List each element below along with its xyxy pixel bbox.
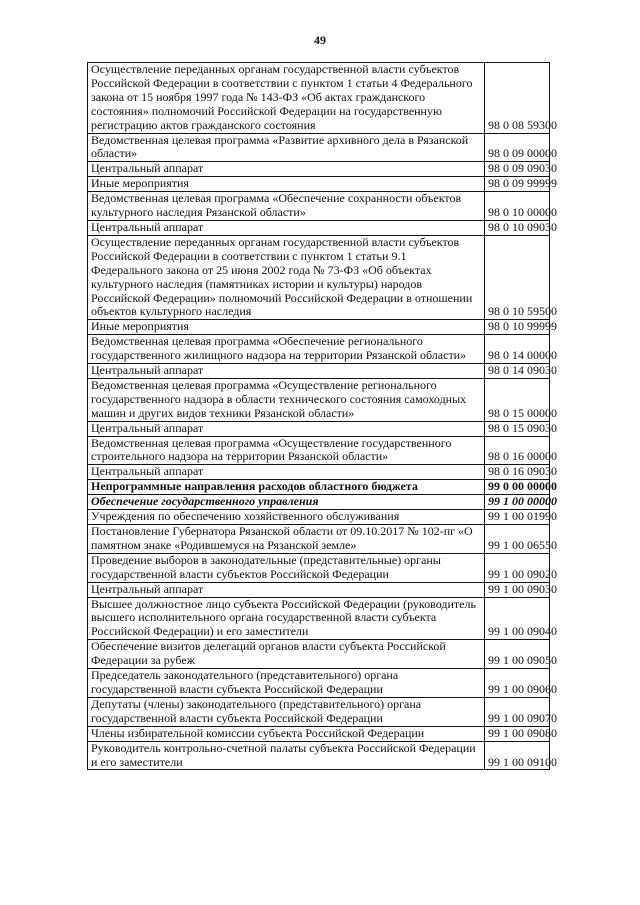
expense-name-cell: Центральный аппарат	[88, 465, 485, 480]
table-row	[88, 235, 550, 319]
budget-code-cell: 98 0 08 59300	[485, 63, 550, 134]
budget-code-cell: 99 1 00 09100	[485, 741, 550, 770]
budget-code-cell: 98 0 14 09030	[485, 364, 550, 379]
table-row	[88, 741, 550, 770]
expense-name-cell: Обеспечение государственного управления	[88, 495, 485, 510]
table-row	[88, 436, 550, 465]
table-row	[88, 480, 550, 495]
table-row	[88, 320, 550, 335]
budget-code-cell: 98 0 10 00000	[485, 192, 550, 221]
table-row	[88, 640, 550, 669]
expense-name-cell: Высшее должностное лицо субъекта Российской Федерации (руководитель высшего исполнительного органа государственной власти субъекта Российской Федерации) и его заместители	[88, 597, 485, 640]
expense-name-cell: Руководитель контрольно-счетной палаты субъекта Российской Федерации и его заместители	[88, 741, 485, 770]
budget-classification-table	[87, 62, 557, 770]
table-row	[88, 525, 550, 554]
budget-code-cell: 98 0 10 09030	[485, 220, 550, 235]
table-row	[88, 582, 550, 597]
table-row	[88, 597, 550, 640]
expense-name-cell: Центральный аппарат	[88, 162, 485, 177]
expense-name-cell: Обеспечение визитов делегаций органов власти субъекта Российской Федерации за рубеж	[88, 640, 485, 669]
table-row	[88, 378, 550, 421]
table-row	[88, 726, 550, 741]
expense-name-cell: Учреждения по обеспечению хозяйственного обслуживания	[88, 510, 485, 525]
expense-name-cell: Осуществление переданных органам государственной власти субъектов Российской Федерации в соответствии с пунктом 1 статьи 9.1 Федерального закона от 25 июня 2002 года № 73-ФЗ «Об объектах культурного наследия (памятниках истории и культуры) народов Российской Федерации» полномочий Российской Федерации в отношении объектов культурного наследия	[88, 235, 485, 319]
expense-name-cell: Непрограммные направления расходов областного бюджета	[88, 480, 485, 495]
budget-code-cell: 99 0 00 00000	[485, 480, 550, 495]
expense-name-cell: Центральный аппарат	[88, 421, 485, 436]
budget-code-cell: 98 0 14 00000	[485, 335, 550, 364]
budget-code-cell: 99 1 00 01990	[485, 510, 550, 525]
budget-code-cell: 98 0 09 99999	[485, 177, 550, 192]
budget-code-cell: 98 0 16 09030	[485, 465, 550, 480]
table-row	[88, 192, 550, 221]
table-row	[88, 510, 550, 525]
budget-code-cell: 98 0 15 00000	[485, 378, 550, 421]
budget-code-cell: 99 1 00 09030	[485, 582, 550, 597]
table-row	[88, 495, 550, 510]
expense-name-cell: Депутаты (члены) законодательного (представительного) органа государственной власти субъекта Российской Федерации	[88, 697, 485, 726]
budget-code-cell: 98 0 15 09030	[485, 421, 550, 436]
table-row	[88, 162, 550, 177]
expense-name-cell: Центральный аппарат	[88, 582, 485, 597]
expense-name-cell: Проведение выборов в законодательные (представительные) органы государственной власти субъектов Российской Федерации	[88, 553, 485, 582]
table-row	[88, 177, 550, 192]
expense-name-cell: Осуществление переданных органам государственной власти субъектов Российской Федерации в соответствии с пунктом 1 статьи 4 Федерального закона от 15 ноября 1997 года № 143-ФЗ «Об актах гражданского состояния» полномочий Российской Федерации на государственную регистрацию актов гражданского состояния	[88, 63, 485, 134]
budget-code-cell: 99 1 00 09040	[485, 597, 550, 640]
page-number: 49	[314, 33, 326, 47]
table-row	[88, 133, 550, 162]
expense-name-cell: Иные мероприятия	[88, 320, 485, 335]
expense-name-cell: Председатель законодательного (представительного) органа государственной власти субъекта Российской Федерации	[88, 669, 485, 698]
expense-name-cell: Ведомственная целевая программа «Развитие архивного дела в Рязанской области»	[88, 133, 485, 162]
budget-code-cell: 99 1 00 09060	[485, 669, 550, 698]
budget-code-cell: 99 1 00 06550	[485, 525, 550, 554]
expense-name-cell: Центральный аппарат	[88, 220, 485, 235]
expense-name-cell: Ведомственная целевая программа «Осуществление государственного строительного надзора на территории Рязанской области»	[88, 436, 485, 465]
expense-name-cell: Иные мероприятия	[88, 177, 485, 192]
budget-code-cell: 99 1 00 09080	[485, 726, 550, 741]
table-row	[88, 669, 550, 698]
expense-name-cell: Ведомственная целевая программа «Осуществление регионального государственного надзора в области технического состояния самоходных машин и других видов техники Рязанской области»	[88, 378, 485, 421]
table-body	[88, 62, 557, 770]
budget-code-cell: 98 0 09 09030	[485, 162, 550, 177]
table-row	[88, 553, 550, 582]
table-row	[88, 697, 550, 726]
budget-code-cell: 99 1 00 00000	[485, 495, 550, 510]
budget-code-cell: 99 1 00 09050	[485, 640, 550, 669]
budget-code-cell: 99 1 00 09020	[485, 553, 550, 582]
expense-name-cell: Ведомственная целевая программа «Обеспечение сохранности объектов культурного наследия Рязанской области»	[88, 192, 485, 221]
expense-name-cell: Центральный аппарат	[88, 364, 485, 379]
table-row	[88, 63, 550, 134]
budget-code-cell: 98 0 10 59500	[485, 235, 550, 319]
expense-name-cell: Ведомственная целевая программа «Обеспечение регионального государственного жилищного надзора на территории Рязанской области»	[88, 335, 485, 364]
budget-code-cell: 98 0 09 00000	[485, 133, 550, 162]
table-row	[88, 364, 550, 379]
expense-name-cell: Члены избирательной комиссии субъекта Российской Федерации	[88, 726, 485, 741]
budget-code-cell: 98 0 10 99999	[485, 320, 550, 335]
table-row	[88, 220, 550, 235]
budget-code-cell: 98 0 16 00000	[485, 436, 550, 465]
table-row	[88, 335, 550, 364]
expense-name-cell: Постановление Губернатора Рязанской области от 09.10.2017 № 102-пг «О памятном знаке «Родившемуся на Рязанской земле»	[88, 525, 485, 554]
table-row	[88, 421, 550, 436]
table-row	[88, 465, 550, 480]
budget-code-cell: 99 1 00 09070	[485, 697, 550, 726]
